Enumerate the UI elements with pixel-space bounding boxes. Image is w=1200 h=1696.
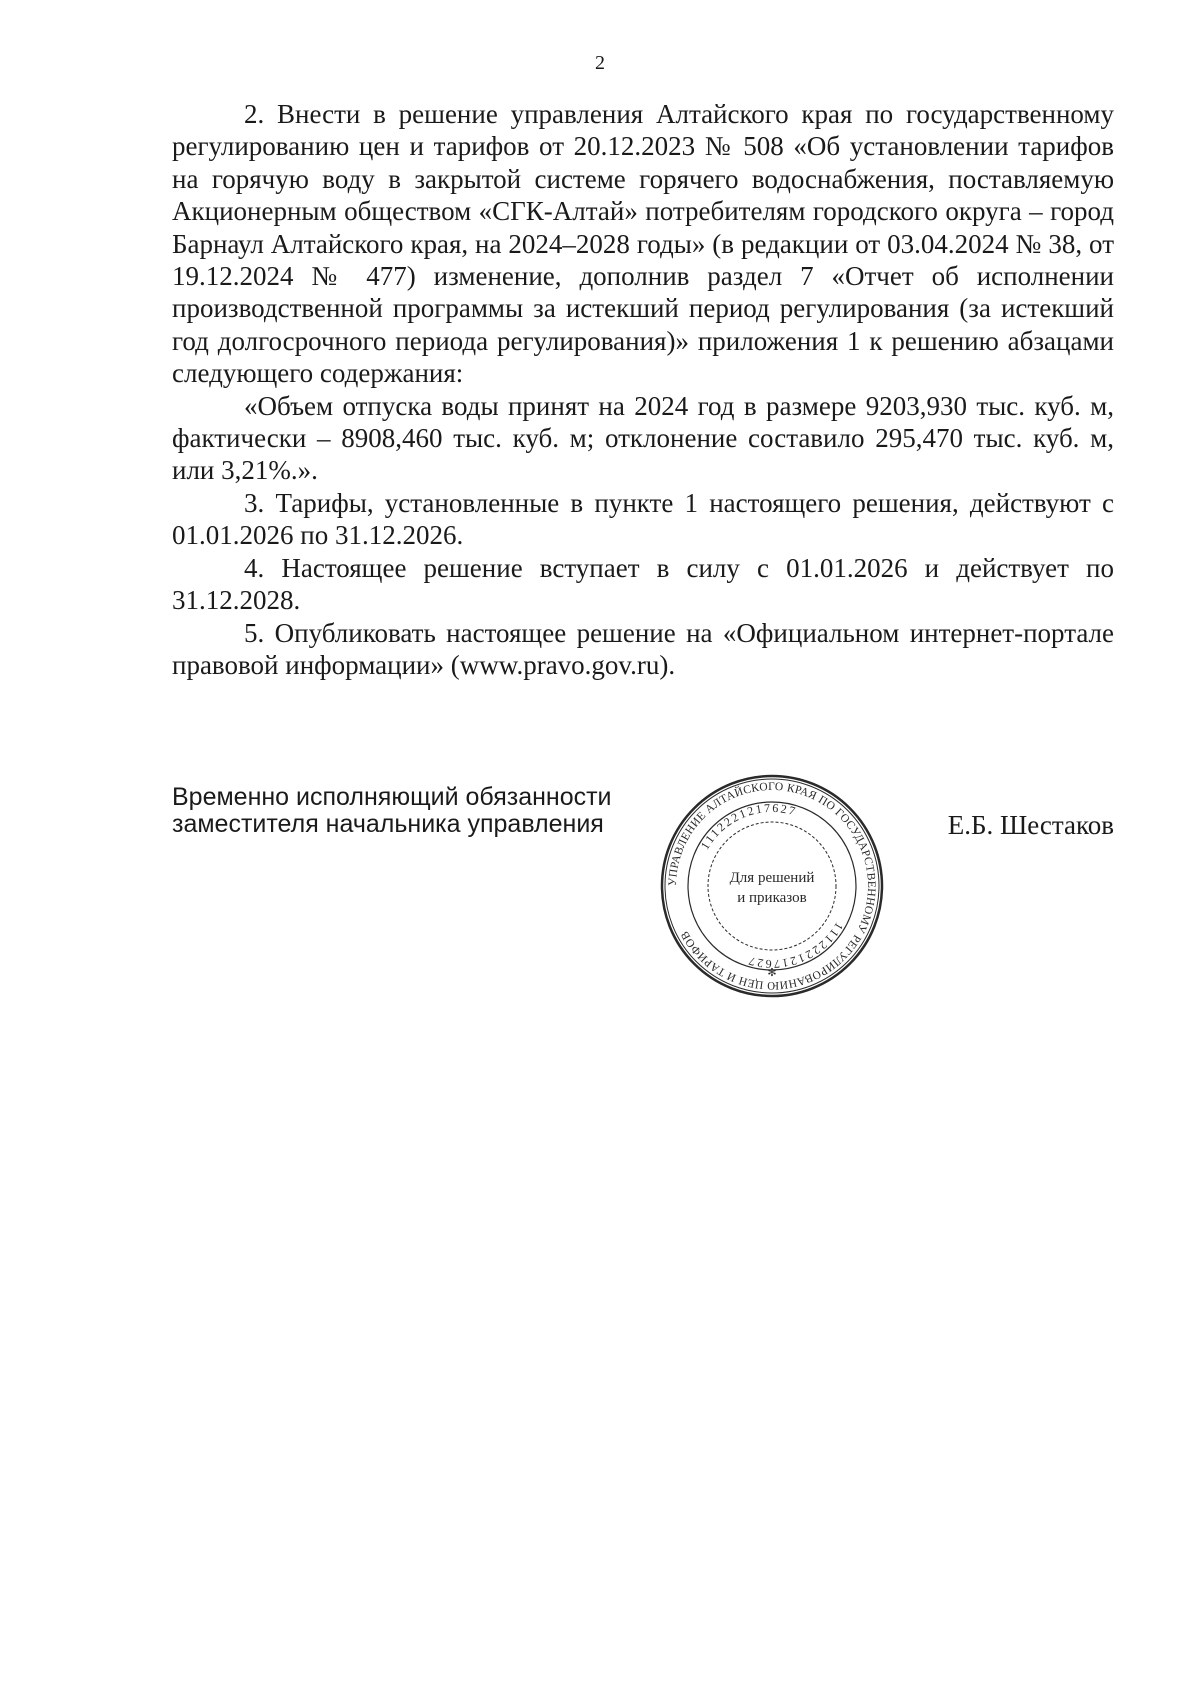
paragraph-5: 5. Опубликовать настоящее решение на «Официальном интернет-портале правовой информации» (www.pravo.gov.ru). (172, 617, 1114, 680)
signer-name: Е.Б. Шестаков (947, 810, 1114, 840)
stamp-caption-line1: Для решений (729, 870, 815, 886)
official-seal-stamp (656, 770, 888, 1002)
document-body (172, 98, 1114, 681)
paragraph-2: 2. Внести в решение управления Алтайского края по государственному регулированию цен и тарифов от 20.12.2023 № 508 «Об установлении тарифов на горячую воду в закрытой системе горячего водоснабжения, поставляемую Акционерным обществом «СГК-Алтай» потребителям городского округа – город Барнаул Алтайского края, на 2024–2028 годы» (в редакции от 03.04.2024 № 38, от 19.12.2024 № 477) изменение, дополнив раздел 7 «Отчет об исполнении производственной программы за истекший период регулирования (за истекший год долгосрочного периода регулирования)» приложения 1 к решению абзацами следующего содержания: (172, 99, 1114, 389)
paragraph-quote: «Объем отпуска воды принят на 2024 год в размере 9203,930 тыс. куб. м, фактически – 8908,460 тыс. куб. м; отклонение составило 295,470 тыс. куб. м, или 3,21%.». (172, 390, 1114, 486)
stamp-ogrn-text-bottom: 1112221217627 (745, 920, 847, 972)
signature-position-line2: заместителя начальника управления (172, 810, 604, 838)
stamp-star-icon: ✻ (767, 967, 777, 979)
page-number: 2 (595, 52, 605, 74)
stamp-caption-line2: и приказов (737, 890, 807, 906)
paragraph-4: 4. Настоящее решение вступает в силу с 01.01.2026 и действует по 31.12.2028. (172, 552, 1114, 616)
stamp-ring-text: УПРАВЛЕНИЕ АЛТАЙСКОГО КРАЯ ПО ГОСУДАРСТВЕННОМУ РЕГУЛИРОВАНИЮ ЦЕН И ТАРИФОВ (666, 780, 878, 992)
stamp-inner-ring (708, 822, 836, 950)
paragraph-3: 3. Тарифы, установленные в пункте 1 настоящего решения, действуют с 01.01.2026 по 31.12.2026. (172, 487, 1114, 551)
signature-position-line1: Временно исполняющий обязанности (172, 783, 612, 811)
signature-position (172, 784, 632, 838)
stamp-ogrn-text-top: 1112221217627 (697, 800, 799, 852)
